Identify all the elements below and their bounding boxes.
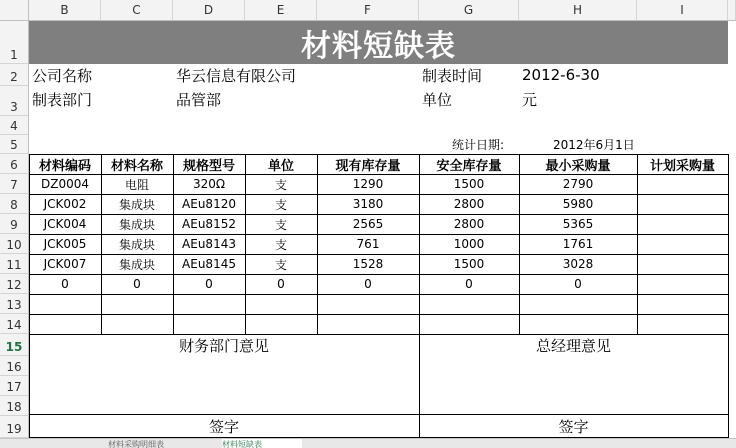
table-cell[interactable]: 0 [364,277,372,291]
header-min-purchase[interactable]: 最小采购量 [545,158,611,174]
header-stock[interactable]: 现有库存量 [335,158,401,174]
table-cell[interactable]: 1500 [453,257,485,271]
table-cell[interactable]: 0 [465,277,473,291]
table-cell[interactable]: 0 [205,277,213,291]
header-material-code[interactable]: 材料编码 [38,158,91,174]
table-cell[interactable]: JCK005 [43,237,87,251]
row-header-19[interactable]: 19 [0,416,29,438]
row-header-18[interactable]: 18 [0,396,29,416]
sheet-title[interactable]: 材料短缺表 [29,21,728,64]
row-header-9[interactable]: 9 [0,214,29,234]
table-cell[interactable] [637,214,728,234]
table-cell[interactable] [637,254,728,274]
table-cell[interactable]: 5365 [562,217,594,231]
table-cell[interactable]: 0 [277,277,285,291]
table-cell[interactable]: JCK007 [43,257,87,271]
row-header-13[interactable]: 13 [0,294,29,314]
table-cell[interactable]: 支 [274,177,287,192]
sign-right-label[interactable]: 签字 [558,417,589,436]
table-cell[interactable]: 1761 [562,237,594,251]
table-border [728,334,729,438]
table-cell[interactable]: AEu8120 [182,197,236,211]
finance-opinion-label[interactable]: 财务部门意见 [178,336,269,355]
table-cell[interactable]: AEu8152 [182,217,236,231]
company-value[interactable]: 华云信息有限公司 [176,66,297,85]
gm-opinion-label[interactable]: 总经理意见 [535,336,611,355]
sheet-tab-purchase[interactable]: 材料采购明细表 [108,440,164,448]
row-header-10[interactable]: 10 [0,234,29,254]
col-header-j[interactable] [728,0,736,21]
col-header-h[interactable]: H [519,0,637,21]
row-header-4[interactable]: 4 [0,116,29,135]
row-header-3[interactable]: 3 [0,86,29,116]
col-header-i[interactable]: I [637,0,728,21]
table-cell[interactable]: 3180 [352,197,384,211]
col-header-c[interactable]: C [101,0,173,21]
table-cell[interactable]: JCK002 [43,197,87,211]
dept-value[interactable]: 品管部 [176,91,222,109]
unit-value[interactable]: 元 [522,91,538,109]
row-header-5[interactable]: 5 [0,135,29,154]
date-label[interactable]: 制表时间 [422,66,483,85]
table-cell[interactable]: 支 [274,237,287,252]
table-cell[interactable]: 5980 [562,197,594,211]
table-border [29,294,728,295]
row-header-17[interactable]: 17 [0,376,29,396]
table-cell[interactable] [637,234,728,254]
unit-label[interactable]: 单位 [422,91,453,109]
table-cell[interactable]: 0 [133,277,141,291]
table-cell[interactable]: 3028 [562,257,594,271]
row-header-2[interactable]: 2 [0,64,29,86]
stat-date-value[interactable]: 2012年6月1日 [553,138,635,152]
table-cell[interactable]: 2800 [453,217,485,231]
col-header-d[interactable]: D [173,0,245,21]
select-all-corner[interactable] [0,0,29,21]
col-header-f[interactable]: F [317,0,419,21]
table-cell[interactable]: 1500 [453,177,485,191]
table-cell[interactable]: 支 [274,217,287,232]
row-header-15[interactable]: 15 [0,334,29,356]
sheet-tab-shortage[interactable]: 材料短缺表 [222,439,302,448]
table-cell[interactable]: 集成块 [118,197,155,212]
col-header-b[interactable]: B [29,0,101,21]
table-cell[interactable]: 320Ω [192,177,226,191]
table-cell[interactable]: 1290 [352,177,384,191]
table-cell[interactable] [637,274,728,294]
header-spec[interactable]: 规格型号 [182,158,235,174]
row-header-16[interactable]: 16 [0,356,29,376]
row-header-6[interactable]: 6 [0,154,29,174]
col-header-g[interactable]: G [419,0,519,21]
row-header-7[interactable]: 7 [0,174,29,194]
table-cell[interactable]: 集成块 [118,257,155,272]
table-border [728,154,729,334]
header-unit[interactable]: 单位 [267,158,294,174]
sign-left-label[interactable]: 签字 [208,417,239,436]
table-cell[interactable]: 支 [274,197,287,212]
col-header-e[interactable]: E [245,0,317,21]
table-border [29,314,728,315]
table-cell[interactable]: 电阻 [124,177,149,192]
row-header-12[interactable]: 12 [0,274,29,294]
row-header-1[interactable]: 1 [0,21,29,64]
table-cell[interactable] [637,174,728,194]
table-cell[interactable]: 761 [356,237,380,251]
table-cell[interactable]: 2565 [352,217,384,231]
header-material-name[interactable]: 材料名称 [110,158,163,174]
row-header-11[interactable]: 11 [0,254,29,274]
table-cell[interactable]: JCK004 [43,217,87,231]
table-cell[interactable]: 2800 [453,197,485,211]
table-cell[interactable]: 集成块 [118,217,155,232]
table-cell[interactable]: 2790 [562,177,594,191]
table-cell[interactable]: 集成块 [118,237,155,252]
table-cell[interactable]: DZ0004 [41,177,89,191]
table-cell[interactable]: 支 [274,257,287,272]
stat-date-label[interactable]: 统计日期: [452,138,505,152]
table-cell[interactable]: AEu8145 [182,257,236,271]
table-cell[interactable]: 1000 [453,237,485,251]
table-cell[interactable]: 1528 [352,257,384,271]
header-safety-stock[interactable]: 安全库存量 [436,158,502,174]
table-cell[interactable]: AEu8143 [182,237,236,251]
row-header-8[interactable]: 8 [0,194,29,214]
table-cell[interactable]: 0 [61,277,69,291]
company-label[interactable]: 公司名称 [32,66,93,85]
dept-label[interactable]: 制表部门 [32,91,93,109]
table-cell[interactable] [637,194,728,214]
date-value[interactable]: 2012-6-30 [522,66,600,84]
header-planned-purchase[interactable]: 计划采购量 [649,158,715,174]
row-header-14[interactable]: 14 [0,314,29,334]
table-cell[interactable]: 0 [574,277,582,291]
